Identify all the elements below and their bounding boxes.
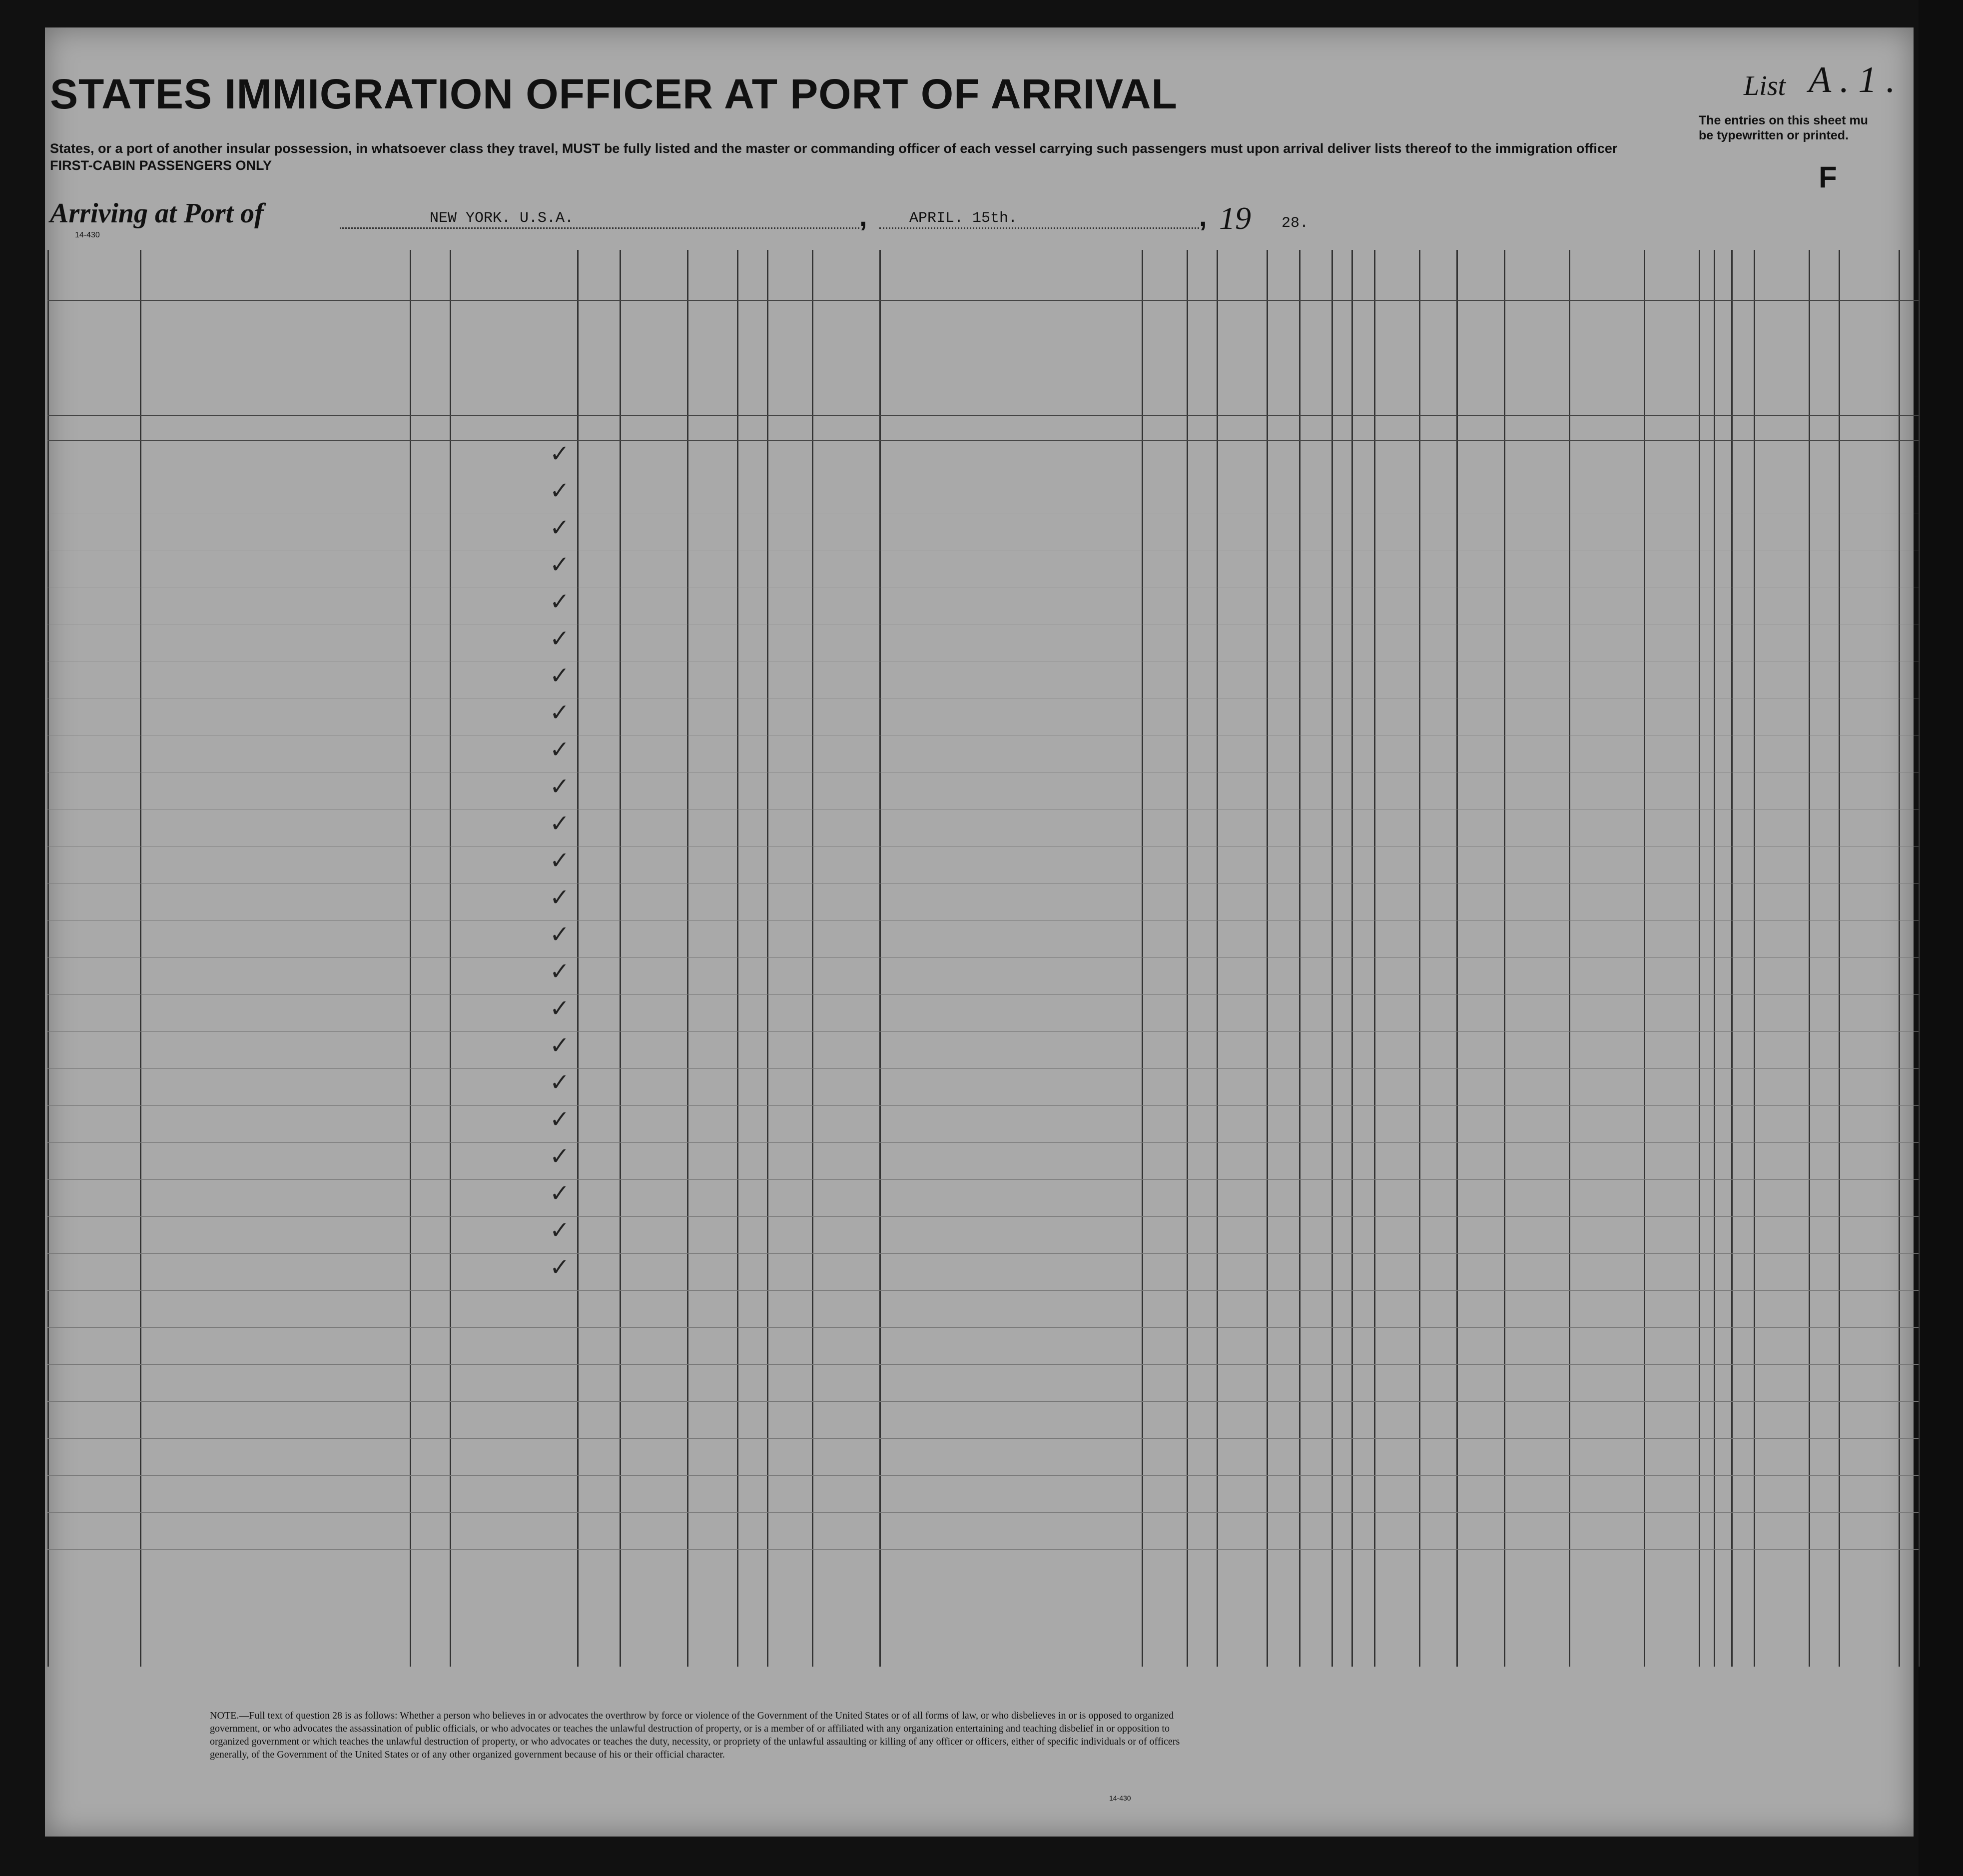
grid-vline [737,250,738,1667]
check-mark-icon: ✓ [550,1068,570,1096]
check-mark-icon: ✓ [550,1179,570,1207]
row-line [47,1216,1919,1217]
row-line [47,1438,1919,1439]
grid-vline [410,250,411,1667]
grid-vline [450,250,451,1667]
grid-vline [1351,250,1353,1667]
grid-vline [1456,250,1458,1667]
check-mark-icon: ✓ [550,477,570,505]
grid-vline [1187,250,1188,1667]
grid-vline [1839,250,1840,1667]
grid-vline [1504,250,1505,1667]
port-value: NEW YORK. U.S.A. [430,210,574,227]
row-line [47,1031,1919,1032]
check-mark-icon: ✓ [550,662,570,690]
grid-vline [1569,250,1570,1667]
check-mark-icon: ✓ [550,551,570,579]
grid-vline [1217,250,1218,1667]
check-mark-icon: ✓ [550,773,570,801]
check-mark-icon: ✓ [550,810,570,838]
grid-vline [1644,250,1645,1667]
row-line [47,1512,1919,1513]
instructions-line-2: FIRST-CABIN PASSENGERS ONLY [50,158,272,173]
row-line [47,1290,1919,1291]
date-line [879,227,1199,229]
grid-vline [1919,250,1920,1667]
instructions [50,140,1649,174]
grid-vline [1714,250,1715,1667]
check-mark-icon: ✓ [550,588,570,616]
year-prefix: 19 [1219,200,1251,236]
grid-vline [767,250,768,1667]
check-mark-icon: ✓ [550,625,570,653]
check-mark-icon: ✓ [550,1105,570,1133]
grid-vline [879,250,881,1667]
row-line [47,1253,1919,1254]
form-number-top: 14-430 [75,231,100,239]
port-line [340,227,859,229]
check-mark-icon: ✓ [550,514,570,542]
check-mark-icon: ✓ [550,1142,570,1170]
grid-vline [620,250,621,1667]
row-line [47,1401,1919,1402]
row-line [47,1105,1919,1106]
grid-vline [1267,250,1268,1667]
grid-vline [1699,250,1700,1667]
grid-vline [687,250,688,1667]
check-mark-icon: ✓ [550,957,570,985]
manifest-sheet [45,27,1914,1837]
grid-vline [1899,250,1900,1667]
grid-vline [1419,250,1420,1667]
right-border [1919,0,1963,1876]
row-line [47,1475,1919,1476]
grid-vline [1731,250,1733,1667]
check-mark-icon: ✓ [550,884,570,912]
check-mark-icon: ✓ [550,921,570,948]
page-title: STATES IMMIGRATION OFFICER AT PORT OF ARRIVAL [50,70,1178,117]
comma-1: , [859,200,867,232]
list-label: List [1744,70,1786,101]
grid-vline [577,250,579,1667]
check-mark-icon: ✓ [550,1253,570,1281]
check-mark-icon: ✓ [550,1216,570,1244]
row-line [47,1364,1919,1365]
grid-vline [1142,250,1143,1667]
grid-vline [812,250,813,1667]
check-mark-icon: ✓ [550,699,570,727]
row-line [47,1068,1919,1069]
grid-vline [1809,250,1810,1667]
row-line [47,1549,1919,1550]
form-number-bottom: 14-430 [1109,1794,1131,1802]
row-line [47,1327,1919,1328]
f-mark: F [1819,160,1837,194]
arriving-label: Arriving at Port of [50,198,264,229]
row-line [47,994,1919,995]
instructions-line-1: States, or a port of another insular possession, in whatsoever class they travel, MUST be fully listed and the master or commanding officer of each vessel carrying such passengers must upon arrival deliver lists thereof to the immigration officer [50,141,1618,156]
check-mark-icon: ✓ [550,736,570,764]
grid-vline [1754,250,1755,1667]
grid-vline [1374,250,1375,1667]
date-value: APRIL. 15th. [909,210,1018,227]
row-line [47,1179,1919,1180]
grid-hline [47,415,1919,416]
year-suffix: 28. [1282,215,1309,232]
grid-hline [47,300,1919,301]
comma-2: , [1199,200,1207,232]
footnote: NOTE.—Full text of question 28 is as follows: Whether a person who believes in or advocates the overthrow by force or violence of the Government of the United States or of all forms of law, or who disbelieves in or is opposed to organized government, or who advocates the assassination of public officials, or who advocates or teaches the unlawful destruction of property, or is a member of or affiliated with any organization entertaining and teaching disbelief in or opposition to organized government or which teaches the unlawful destruction of property, or who advocates or teaches the duty, necessity, or propriety of the unlawful assaulting or killing of any officer or officers, either of specific individuals or of officers generally, of the Government of the United States or of any other organized government because of his or their official character. [210,1710,1180,1760]
grid-vline [1331,250,1333,1667]
grid-vline [47,250,49,1667]
check-mark-icon: ✓ [550,994,570,1022]
row-line [47,1142,1919,1143]
check-mark-icon: ✓ [550,1031,570,1059]
check-mark-icon: ✓ [550,847,570,875]
grid-vline [1299,250,1301,1667]
check-mark-icon: ✓ [550,440,570,468]
row-line [47,957,1919,958]
entries-note: The entries on this sheet mu be typewritten or printed. [1699,113,1868,142]
grid-vline [140,250,141,1667]
list-value: A . 1 . [1809,59,1896,100]
